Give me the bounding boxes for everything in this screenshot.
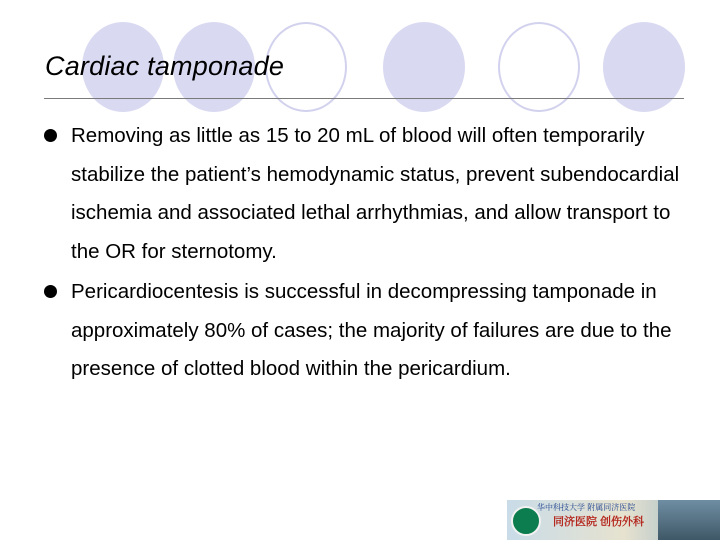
hospital-logo-banner [507, 500, 720, 540]
logo-department-text: 同济医院 创伤外科 [553, 516, 645, 528]
bullet-text: Removing as little as 15 to 20 mL of blood will often temporarily stabilize the patient’s hemodynamic status, prevent subendocardial ischemia and associated lethal arrhythmias, and allow transport to the OR for sternotomy. [71, 124, 680, 263]
logo-building-image [658, 500, 720, 540]
bullet-dot-icon [44, 285, 57, 298]
bullet-list [44, 117, 684, 391]
logo-university-text: 华中科技大学 附属同济医院 [537, 503, 636, 512]
title-divider [44, 98, 684, 99]
bullet-item [44, 273, 684, 389]
bullet-dot-icon [44, 129, 57, 142]
slide-title: Cardiac tamponade [45, 51, 285, 81]
bullet-item [44, 117, 684, 271]
bullet-text: Pericardiocentesis is successful in decompressing tamponade in approximately 80% of cases; the majority of failures are due to the presence of clotted blood within the pericardium. [71, 280, 672, 380]
